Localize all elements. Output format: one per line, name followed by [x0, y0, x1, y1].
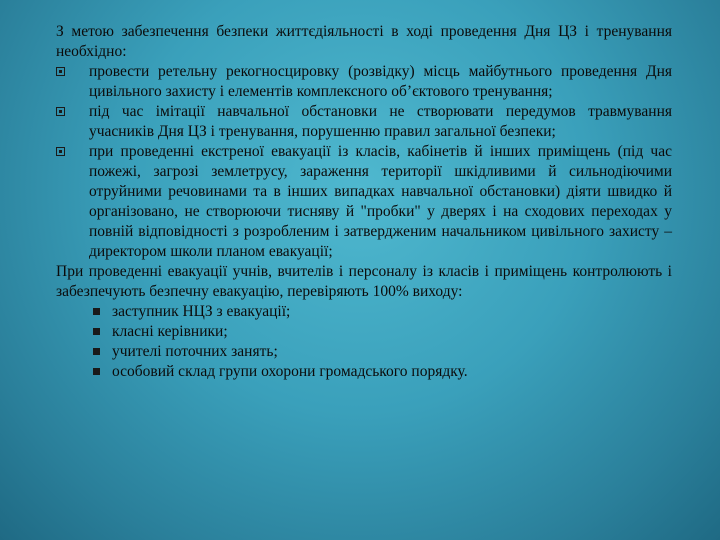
requirement-text: провести ретельну рекогносцировку (розвідку) місць майбутнього проведення Дня цивільного захисту і елементів комплексного об’єктового тренування;: [89, 63, 672, 100]
responsible-text: заступник НЦЗ з евакуації;: [112, 303, 291, 320]
intro-paragraph: З метою забезпечення безпеки життєдіяльності в ході проведення Дня ЦЗ і тренування необхідно:: [56, 23, 672, 60]
requirement-text: під час імітації навчальної обстановки не створювати передумов травмування учасників Дня ЦЗ і тренування, порушенню правил загальної безпеки;: [89, 103, 672, 140]
requirement-item: [56, 62, 672, 102]
box-bullet-icon: [56, 107, 65, 116]
box-bullet-icon: [56, 67, 65, 76]
evacuation-paragraph: При проведенні евакуації учнів, вчителів і персоналу із класів і приміщень контролюють і забезпечують безпечну евакуацію, перевіряють 100% виходу:: [56, 263, 672, 300]
responsible-text: учителі поточних занять;: [112, 343, 278, 360]
responsible-text: особовий склад групи охорони громадського порядку.: [112, 363, 468, 380]
square-bullet-icon: [93, 308, 100, 315]
responsible-text: класні керівники;: [112, 323, 228, 340]
requirement-item: [56, 142, 672, 262]
square-bullet-icon: [93, 368, 100, 375]
slide-content: [56, 22, 672, 382]
responsible-item: [56, 302, 672, 322]
box-bullet-icon: [56, 147, 65, 156]
square-bullet-icon: [93, 348, 100, 355]
requirements-list: [56, 62, 672, 262]
responsible-list: [56, 302, 672, 382]
square-bullet-icon: [93, 328, 100, 335]
requirement-text: при проведенні екстреної евакуації із класів, кабінетів й інших приміщень (під час пожежі, загрозі землетрусу, зараження території шкідливими й сильнодіючими отруйними речовинами та в інших випадках навчальної обстановки) діяти швидко й організовано, не створюючи тисняву й "пробки" у дверях і на сходових переходах у повній відповідності з розробленим і затвердженим начальником цивільного захисту – директором школи планом евакуації;: [89, 143, 672, 260]
responsible-item: [56, 322, 672, 342]
requirement-item: [56, 102, 672, 142]
responsible-item: [56, 362, 672, 382]
responsible-item: [56, 342, 672, 362]
